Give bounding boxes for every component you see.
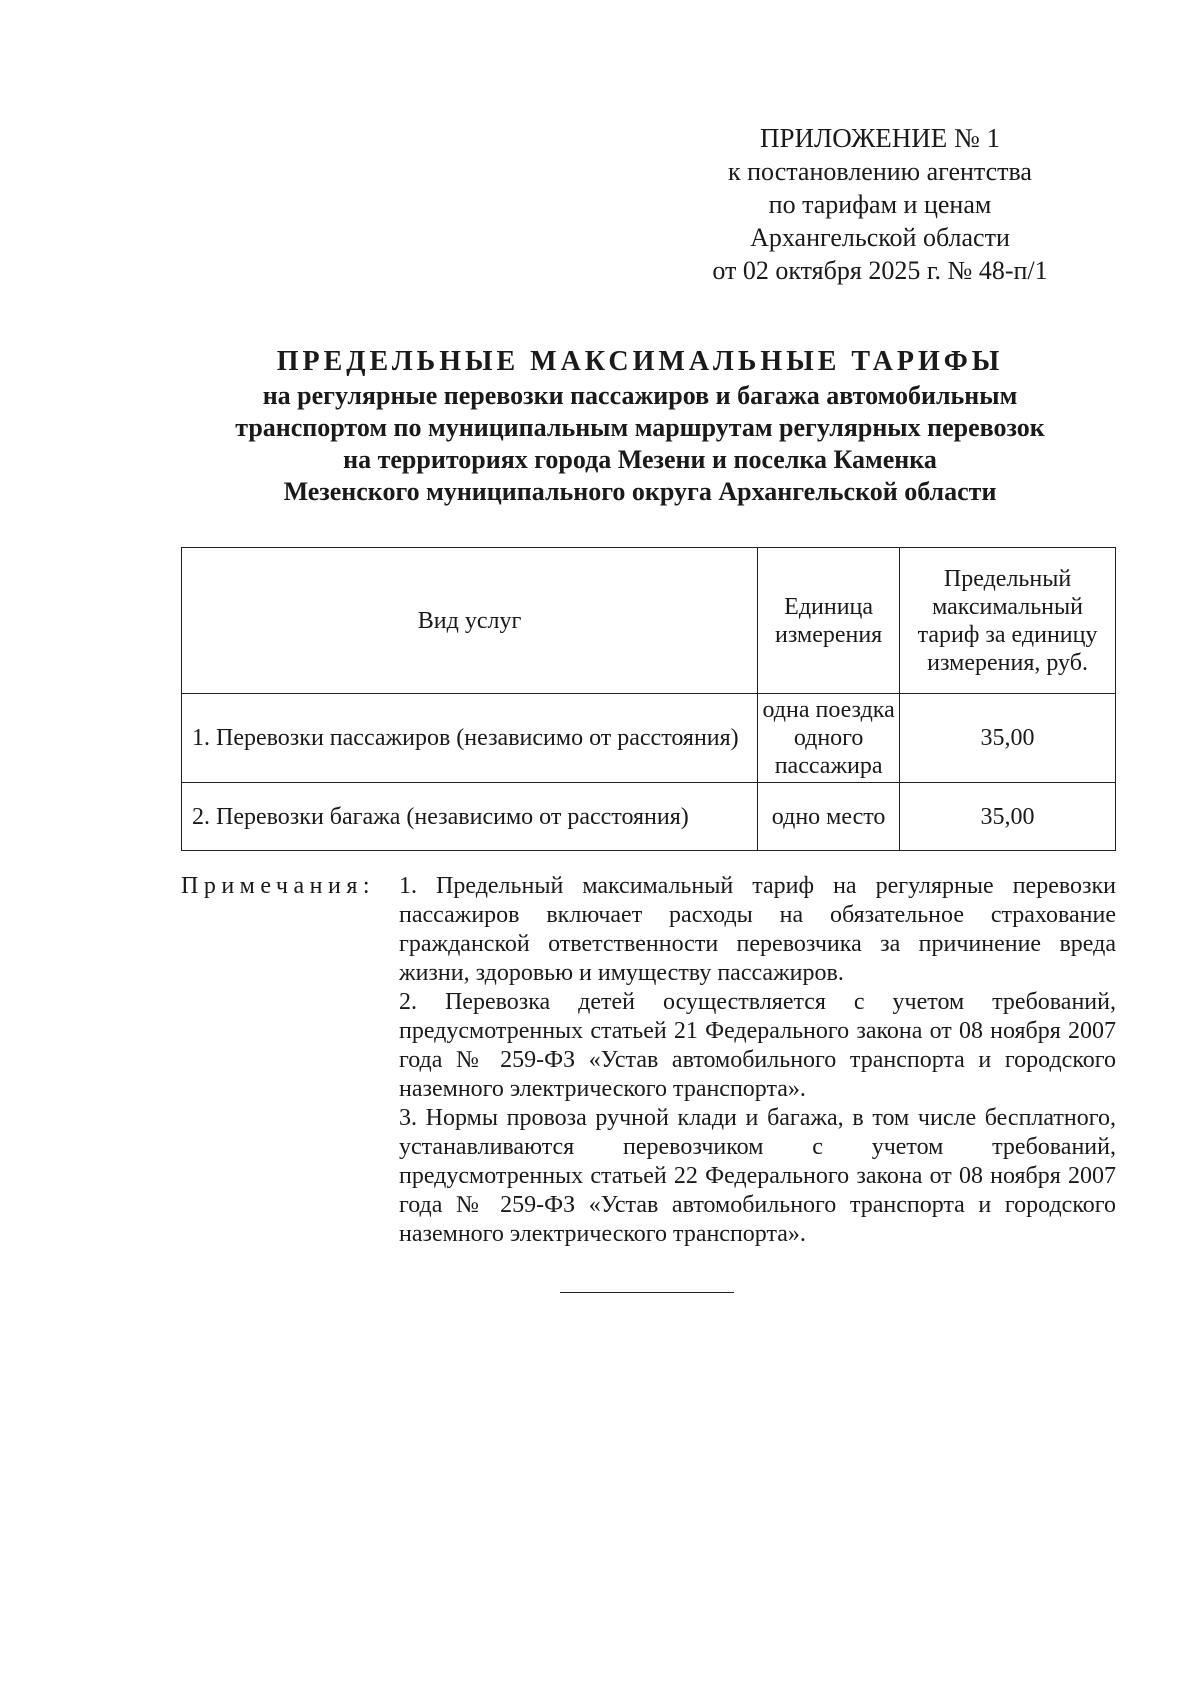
header-unit: Единица измерения	[758, 548, 900, 694]
cell-tariff: 35,00	[900, 694, 1116, 783]
cell-unit: одно место	[758, 783, 900, 851]
tariff-table	[181, 547, 1116, 851]
appendix-line: к постановлению агентства	[728, 157, 1032, 186]
cell-service: 2. Перевозки багажа (независимо от расстояния)	[182, 783, 758, 851]
appendix-line: по тарифам и ценам	[768, 190, 992, 219]
title-subtitle-line: Мезенского муниципального округа Архангельской области	[283, 477, 997, 506]
appendix-line: Архангельской области	[750, 223, 1010, 252]
title-subtitle-line: транспортом по муниципальным маршрутам регулярных перевозок	[235, 413, 1045, 442]
notes-list	[399, 872, 1116, 1249]
cell-unit: одна поездка одного пассажира	[758, 694, 900, 783]
notes-label: Примечания:	[181, 873, 376, 899]
title-subtitle-line: на территориях города Мезени и поселка Каменка	[343, 445, 937, 474]
title-main: ПРЕДЕЛЬНЫЕ МАКСИМАЛЬНЫЕ ТАРИФЫ	[276, 346, 1004, 377]
note-item: 1. Предельный максимальный тариф на регулярные перевозки пассажиров включает расходы на обязательное страхование гражданской ответственности перевозчика за причинение вреда жизни, здоровью и имуществу пассажиров.	[399, 873, 1116, 986]
note-item: 2. Перевозка детей осуществляется с учетом требований, предусмотренных статьей 21 Федерального закона от 08 ноября 2007 года № 259-ФЗ «Устав автомобильного транспорта и городского наземного электрического транспорта».	[399, 989, 1116, 1102]
header-service: Вид услуг	[182, 548, 758, 694]
note-item: 3. Нормы провоза ручной клади и багажа, в том числе бесплатного, устанавливаются перевозчиком с учетом требований, предусмотренных статьей 22 Федерального закона от 08 ноября 2007 года № 259-ФЗ «Устав автомобильного транспорта и городского наземного электрического транспорта».	[399, 1105, 1116, 1247]
table-row	[182, 783, 1116, 851]
header-tariff: Предельный максимальный тариф за единицу измерения, руб.	[900, 548, 1116, 694]
document-title	[150, 346, 1130, 508]
table-row	[182, 694, 1116, 783]
cell-service: 1. Перевозки пассажиров (независимо от расстояния)	[182, 694, 758, 783]
appendix-resolution-date: от 02 октября 2025 г. № 48-п/1	[712, 256, 1048, 285]
end-divider	[560, 1292, 734, 1293]
title-subtitle-line: на регулярные перевозки пассажиров и багажа автомобильным	[262, 381, 1018, 410]
cell-tariff: 35,00	[900, 783, 1116, 851]
table-header-row	[182, 548, 1116, 694]
appendix-header	[680, 122, 1080, 287]
appendix-heading: ПРИЛОЖЕНИЕ № 1	[759, 123, 1001, 153]
